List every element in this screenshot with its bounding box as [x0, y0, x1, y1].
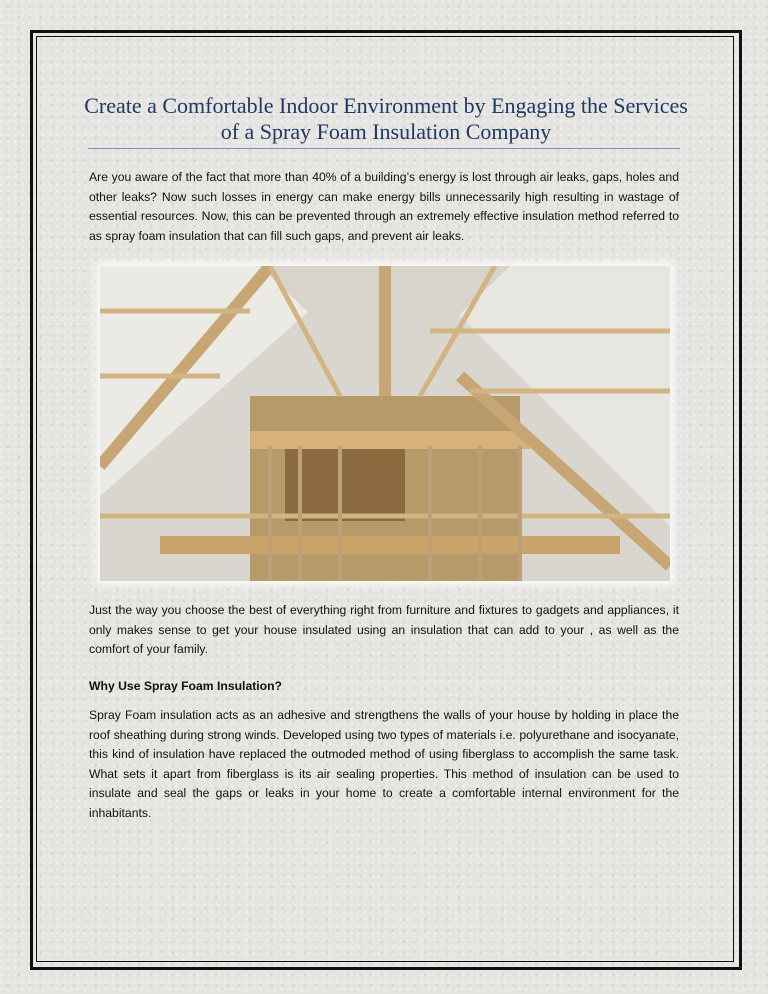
spray-foam-paragraph: Spray Foam insulation acts as an adhesive and strengthens the walls of your house by holding in place the roof sheathing during strong winds. Developed using two types of materials i.e. polyurethane and isocyanate, this kind of insulation have replaced the outmoded method of using fiberglass to accomplish the same task. What sets it apart from fiberglass is its air sealing properties. This method of insulation can be used to insulate and seal the gaps or leaks in your home to create a comfortable internal environment for the inhabitants. — [89, 708, 679, 820]
title-underline — [88, 148, 680, 149]
section-heading: Why Use Spray Foam Insulation? — [89, 679, 283, 693]
document-title: Create a Comfortable Indoor Environment by Engaging the Services of a Spray Foam Insulation Company — [84, 93, 688, 144]
intro-paragraph: Are you aware of the fact that more than 40% of a building’s energy is lost through air leaks, gaps, holes and other leaks? Now such losses in energy can make energy bills unnecessarily high resulting in wastage of essential resources. Now, this can be prevented through an extremely effective insulation method referred to as spray foam insulation that can fill such gaps, and prevent air leaks. — [89, 170, 679, 243]
attic-spray-foam-photo — [100, 266, 670, 581]
comfort-paragraph: Just the way you choose the best of everything right from furniture and fixtures to gadgets and appliances, it only makes sense to get your house insulated using an insulation that can add to your , as well as the comfort of your family. — [89, 603, 679, 657]
